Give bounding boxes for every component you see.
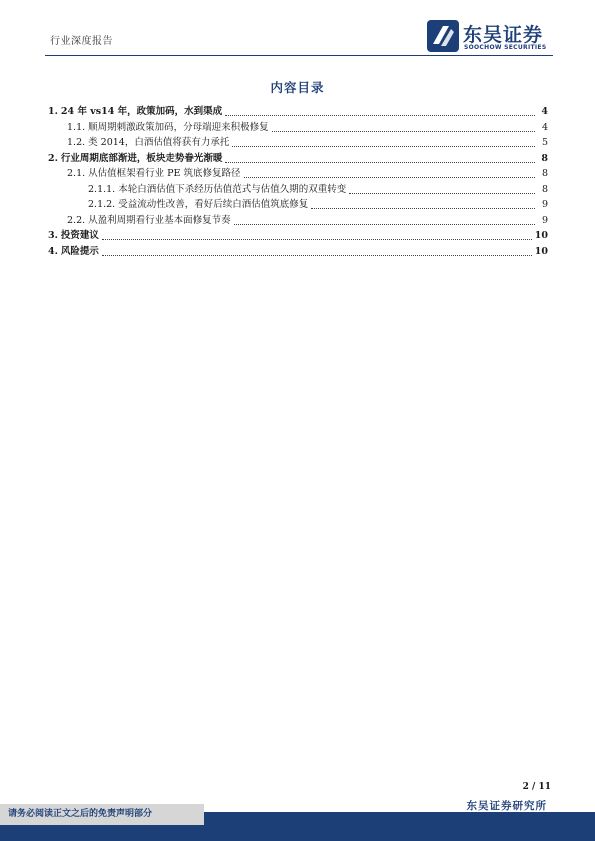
toc-entry-page: 10 (534, 245, 548, 257)
toc-entry[interactable] (48, 244, 548, 260)
toc-entry-page: 5 (541, 137, 548, 148)
toc-leader-dots (311, 198, 535, 209)
toc-entry-page: 8 (541, 183, 548, 195)
header-divider (45, 55, 553, 56)
toc-leader-dots (225, 152, 535, 163)
toc-entry-number: 1.1. (67, 121, 86, 133)
brand-logo (427, 20, 557, 54)
toc-entry-page: 9 (541, 214, 548, 226)
toc-entry-label: 行业周期底部渐进，板块走势眷光渐暖 (60, 152, 223, 164)
toc-entry[interactable] (48, 213, 548, 229)
footer-bottom-band (0, 825, 595, 841)
toc-entry-number: 1. (48, 106, 58, 117)
toc-entry-label: 顺周期刺激政策加码，分母端迎来积极修复 (88, 121, 269, 133)
page-number: 2 / 11 (522, 782, 551, 792)
toc-entry-label: 类 2014，白酒估值将获有力承托 (88, 137, 230, 148)
toc-leader-dots (102, 245, 532, 256)
toc-entry-page: 9 (541, 199, 548, 210)
toc-entry-page: 4 (541, 121, 548, 133)
toc-entry-number: 2.1.2. (88, 199, 116, 210)
toc-entry[interactable] (48, 135, 548, 151)
toc-entry-number: 2. (48, 152, 58, 164)
toc-entry[interactable] (48, 120, 548, 136)
toc-entry-label: 从盈利周期看行业基本面修复节奏 (88, 214, 231, 226)
toc-leader-dots (349, 183, 535, 194)
toc-entry[interactable] (48, 104, 548, 120)
toc-leader-dots (234, 214, 535, 225)
toc-entry-label: 从估值框架看行业 PE 筑底修复路径 (88, 168, 241, 179)
toc-entry-label: 受益流动性改善，看好后续白酒估值筑底修复 (118, 199, 309, 210)
toc-entry-label: 本轮白酒估值下杀经历估值范式与估值久期的双重转变 (118, 183, 347, 195)
toc-entry-number: 1.2. (67, 137, 86, 148)
footer-bar (204, 812, 595, 825)
soochow-logo-icon (427, 20, 459, 52)
toc-entry-number: 2.1. (67, 168, 86, 179)
toc-entry-number: 4. (48, 245, 58, 257)
toc-entry-page: 4 (541, 106, 548, 117)
footer-organization: 东吴证券研究所 (466, 800, 547, 812)
toc-entry-page: 10 (534, 230, 548, 241)
table-of-contents (48, 104, 548, 259)
toc-entry[interactable] (48, 182, 548, 198)
toc-entry-label: 投资建议 (60, 230, 99, 241)
toc-entry-number: 3. (48, 230, 58, 241)
toc-leader-dots (232, 136, 535, 147)
toc-entry[interactable] (48, 166, 548, 182)
report-category: 行业深度报告 (50, 36, 113, 47)
toc-entry-page: 8 (541, 152, 548, 164)
toc-entry-label: 风险提示 (60, 245, 99, 257)
footer-disclaimer: 请务必阅读正文之后的免责声明部分 (0, 804, 204, 825)
toc-entry[interactable] (48, 197, 548, 213)
toc-entry-label: 24 年 vs14 年，政策加码，水到渠成 (60, 106, 223, 117)
toc-entry[interactable] (48, 151, 548, 167)
toc-leader-dots (244, 167, 535, 178)
toc-leader-dots (225, 105, 535, 116)
toc-leader-dots (102, 229, 532, 240)
toc-entry-number: 2.1.1. (88, 183, 116, 195)
toc-leader-dots (272, 121, 535, 132)
toc-entry[interactable] (48, 228, 548, 244)
toc-entry-number: 2.2. (67, 214, 86, 226)
toc-title: 内容目录 (270, 80, 325, 95)
toc-entry-page: 8 (541, 168, 548, 179)
brand-name: 东吴证券 (463, 24, 544, 46)
brand-subtitle: SOOCHOW SECURITIES (464, 44, 547, 51)
